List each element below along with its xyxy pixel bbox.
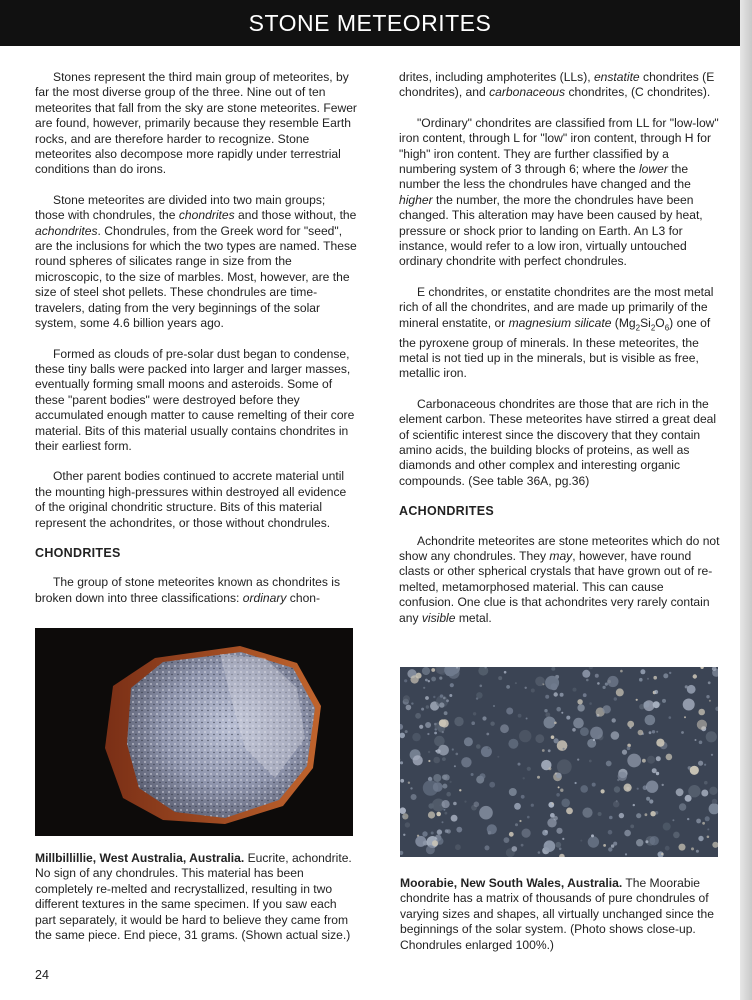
millbillillie-meteorite-photo [35,628,353,836]
right-column [399,70,721,641]
left-column [35,70,357,621]
page-header [0,0,740,46]
paragraph-chondrite-types: drites, including amphoterites (LLs), enstatite chondrites (E chondrites), and carbonaceous chondrites, (C chondrites). [399,70,715,100]
paragraph-chondrite-classes: The group of stone meteorites known as chondrites is broken down into three classifications: ordinary chon- [35,575,341,605]
caption-moorabie: Moorabie, New South Wales, Australia. The Moorabie chondrite has a matrix of thousands of pure chondrules of varying sizes and shapes, all virtually unchanged since the beginnings of the solar system. (Photo shows close-up. Chondrules enlarged 100%.) [400,876,714,952]
heading-achondrites: ACHONDRITES [399,504,494,519]
paragraph-carbonaceous-chondrites: Carbonaceous chondrites are those that are rich in the element carbon. These meteorites have stirred a great deal of scientific interest since the discovery that they contain amino acids, the building blocks of proteins, as well as diamonds and other complex and interesting organic compounds. (See table 36A, pg.36) [399,396,717,488]
page-number: 24 [35,968,49,982]
caption-moorabie-title: Moorabie, New South Wales, Australia. [400,876,623,890]
paragraph-parent-bodies: Other parent bodies continued to accrete material until the mounting high-pressures within destroyed all evidence of the original chondritic structure. Bits of this material represent the achondrites, or those without chondrules. [35,469,347,530]
page-title: STONE METEORITES [248,9,492,36]
page-edge-shadow [740,0,752,1000]
caption-millbillillie-title: Millbillillie, West Australia, Australia. [35,851,245,865]
paragraph-ordinary-chondrites: "Ordinary" chondrites are classified from LL for "low-low" iron content, through L for "low" iron content, through H for "high" iron content. They are further classified by a numbering system of 3 through 6; where the lower the number the less the chondrules have changed and the higher the number, the more the chondrules have been changed. This alteration may have been caused by heat, pressure or shock prior to landing on Earth. An L3 for instance, would refer to a low iron, virtually untouched ordinary chondrite with perfect chondrules. [399,115,719,269]
paragraph-intro: Stones represent the third main group of meteorites, by far the most diverse group of the three. Nine out of ten meteorites that fall from the sky are stone meteorites. Fewer are found, however, primarily because they resemble Earth rocks, and are therefore harder to recognize. Stone meteorites also decompose more rapidly under terrestrial conditions than do irons. [35,70,357,177]
heading-chondrites: CHONDRITES [35,545,121,560]
moorabie-chondrite-photo [400,667,718,857]
paragraph-achondrites: Achondrite meteorites are stone meteorites which do not show any chondrules. They may, however, have round clasts or other spherical crystals that have grown out of re-melted, metamorphosed material. This can cause confusion. One clue is that achondrites very rarely contain any visible metal. [399,533,720,625]
paragraph-formation: Formed as clouds of pre-solar dust began to condense, these tiny balls were packed into larger and larger masses, eventually forming small moons and asteroids. Some of these "parent bodies" were destroyed before they accumulated enough matter to cause remelting of their core material. Bits of this material usually contains chondrites in their earliest form. [35,346,355,453]
caption-millbillillie: Millbillillie, West Australia, Australia. Eucrite, achondrite. No sign of any chondrules. This material has been completely re-melted and recrystallized, resulting in two different textures in the same specimen. If you saw each part separately, it would be hard to believe they came from the same piece. End piece, 31 grams. (Shown actual size.) [35,851,352,943]
paragraph-two-groups: Stone meteorites are divided into two main groups; those with chondrules, the chondrites and those without, the achondrites. Chondrules, from the Greek word for "seed", are the inclusions for which the two types are named. These round spheres of silicates range in size from the microscopic, to the size of marbles. Most, however, are the size of steel shot pellets. These chondrules are time-travelers, dating from the very beginnings of the solar system, some 4.6 billion years ago. [35,192,357,331]
paragraph-enstatite-chondrites: E chondrites, or enstatite chondrites are the most metal rich of all the chondrites, and are made up primarily of the mineral enstatite, or magnesium silicate $(Mg_2Si_2O_6)$ one of the pyroxene group of minerals. In these meteorites, the metal is not tied up in the minerals, but is visible as free, metallic iron. [399,284,714,381]
